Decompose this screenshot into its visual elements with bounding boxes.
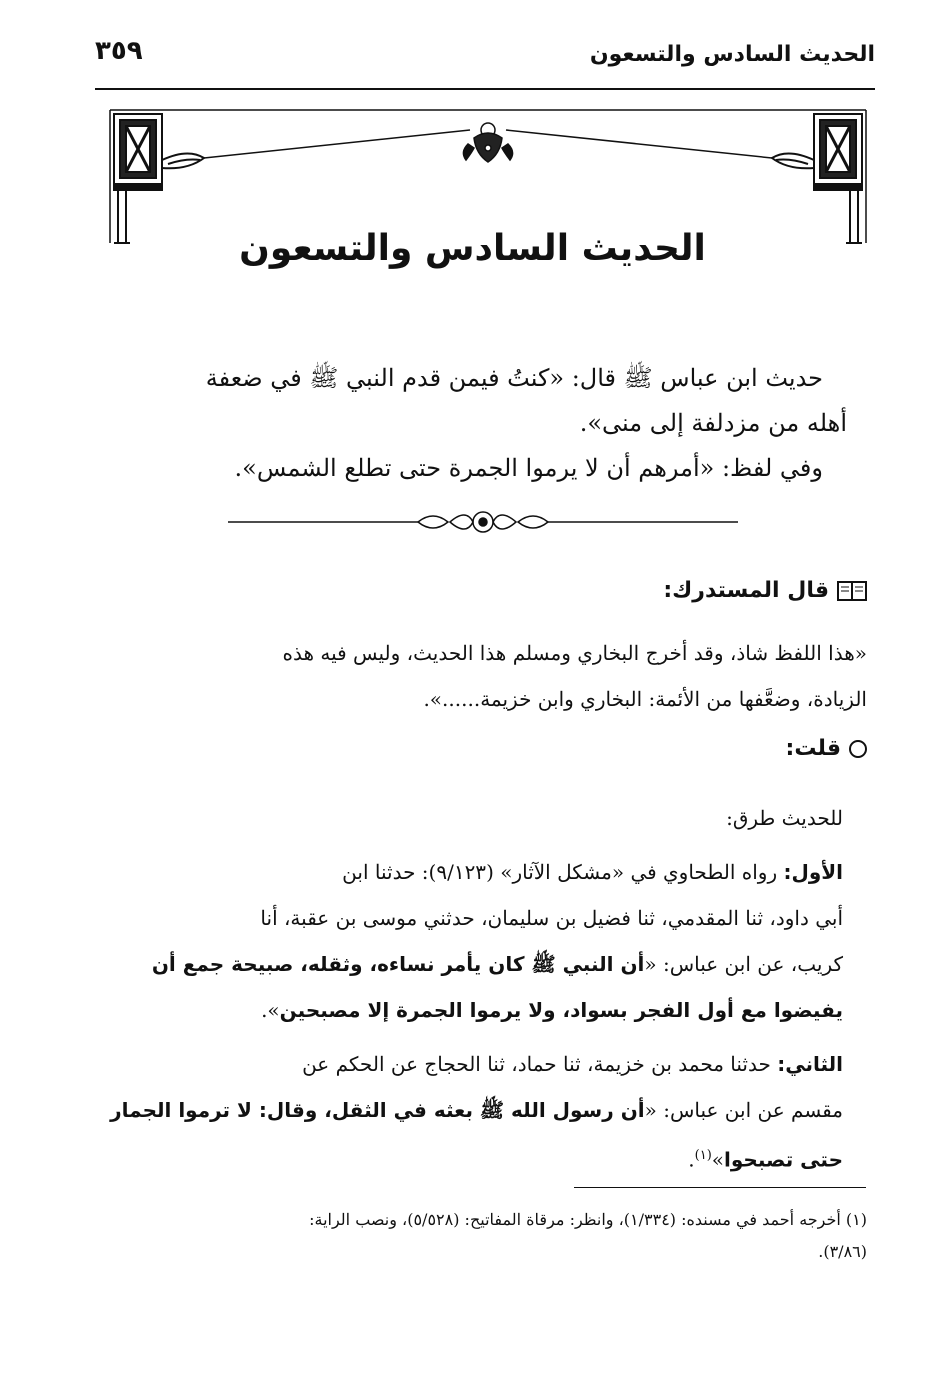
- second-path-bold: حتى تصبحوا: [724, 1147, 843, 1172]
- first-path-text: كريب، عن ابن عباس: «: [644, 952, 843, 976]
- running-header-title: الحديث السادس والتسعون: [589, 42, 875, 67]
- footnote-reference[interactable]: (١): [694, 1148, 712, 1163]
- chapter-title: الحديث السادس والتسعون: [239, 228, 706, 269]
- mustadrak-label: قال المستدرك:: [663, 578, 829, 603]
- qultu-label: قلت:: [785, 736, 841, 761]
- second-path-text: حدثنا محمد بن خزيمة، ثنا حماد، ثنا الحجاج عن الحكم عن: [302, 1052, 778, 1076]
- first-path-text: رواه الطحاوي في «مشكل الآثار» (٩/١٢٣): حدثنا ابن: [342, 860, 784, 884]
- ornamental-divider: [228, 504, 738, 540]
- first-path-bold: أن النبي ﷺ كان يأمر نساءه، وثقله، صبيحة جمع أن: [151, 952, 645, 976]
- qultu-body: [96, 795, 867, 1191]
- footnote-line: (٣/٨٦).: [818, 1242, 867, 1261]
- qultu-heading: [786, 736, 867, 761]
- hadith-line: أهله من مزدلفة إلى منى».: [579, 409, 847, 437]
- quote-line: الزيادة، وضعَّفها من الأئمة: البخاري وابن خزيمة......».: [423, 687, 867, 711]
- page-number: ٣٥٩: [95, 36, 143, 66]
- mustadrak-heading: [663, 578, 867, 603]
- hadith-text: [100, 356, 847, 491]
- second-path-label: الثاني:: [777, 1052, 843, 1076]
- hadith-line: حديث ابن عباس ﷺ قال: «كنتُ فيمن قدم النبي ﷺ في ضعفة: [205, 364, 823, 392]
- left-corner-ornament: [114, 114, 204, 243]
- first-path-end: ».: [261, 998, 280, 1022]
- quote-line: «هذا اللفظ شاذ، وقد أخرج البخاري ومسلم هذا الحديث، وليس فيه هذه: [282, 641, 867, 665]
- mustadrak-quote: [96, 630, 867, 722]
- second-path-paragraph: [96, 1041, 867, 1183]
- footnote-separator: [574, 1187, 866, 1188]
- hadith-line: وفي لفظ: «أمرهم أن لا يرموا الجمرة حتى تطلع الشمس».: [234, 454, 823, 482]
- second-path-text: مقسم عن ابن عباس: «: [644, 1098, 843, 1122]
- second-path-tail: .: [688, 1147, 695, 1172]
- right-corner-ornament: [772, 114, 862, 243]
- footnote-line: (١) أخرجه أحمد في مسنده: (١/٣٣٤)، وانظر: مرقاة المفاتيح: (٥/٥٢٨)، ونصب الراية:: [309, 1210, 867, 1229]
- first-path-text: أبي داود، ثنا المقدمي، ثنا فضيل بن سليمان، حدثني موسى بن عقبة، أنا: [260, 906, 843, 930]
- footnote: [96, 1204, 867, 1268]
- center-pendant-ornament: [463, 123, 512, 162]
- first-path-label: الأول:: [783, 860, 843, 884]
- qultu-intro: للحديث طرق:: [726, 806, 843, 830]
- second-path-bold: أن رسول الله ﷺ بعثه في الثقل، وقال: لا ترموا الجمار: [110, 1098, 645, 1122]
- circle-bullet-icon: [849, 740, 867, 758]
- open-book-icon: [837, 580, 867, 602]
- first-path-bold: يفيضوا مع أول الفجر بسواد، ولا يرموا الجمرة إلا مصبحين: [279, 998, 843, 1022]
- second-path-end: »: [711, 1147, 725, 1172]
- running-header: [95, 30, 875, 90]
- first-path-paragraph: [96, 849, 867, 1033]
